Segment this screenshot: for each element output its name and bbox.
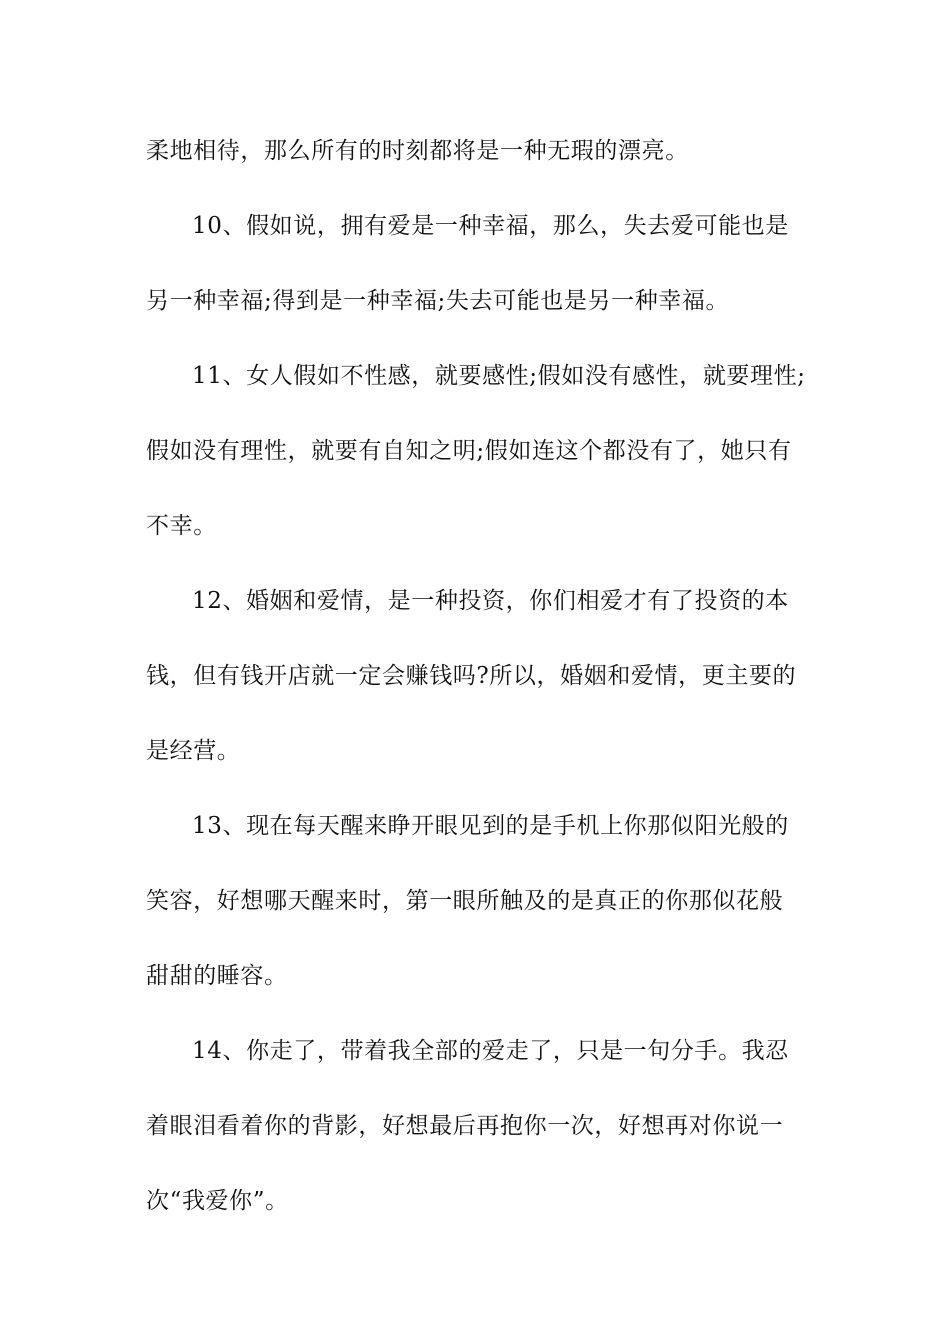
text-line: 着眼泪看着你的背影，好想最后再抱你一次，好想再对你说一 [146,1113,784,1139]
text-line: 假如没有理性，就要有自知之明;假如连这个都没有了，她只有 [146,438,792,464]
text-line: 另一种幸福;得到是一种幸福;失去可能也是另一种幸福。 [146,288,730,314]
paragraph-12-line: 12、婚姻和爱情，是一种投资，你们相爱才有了投资的本 [192,588,789,614]
text-line: 笑容，好想哪天醒来时，第一眼所触及的是真正的你那似花般 [146,888,784,914]
paragraph-11-line: 11、女人假如不性感，就要感性;假如没有感性，就要理性; [192,363,806,389]
paragraph-10-line: 10、假如说，拥有爱是一种幸福，那么，失去爱可能也是 [192,213,789,239]
text-line: 是经营。 [146,738,241,764]
text-line: 钱，但有钱开店就一定会赚钱吗?所以，婚姻和爱情，更主要的 [146,663,797,689]
text-line: 柔地相待，那么所有的时刻都将是一种无瑕的漂亮。 [146,138,689,164]
paragraph-14-line: 14、你走了，带着我全部的爱走了，只是一句分手。我忍 [192,1038,789,1064]
text-line: 甜甜的睡容。 [146,963,288,989]
paragraph-13-line: 13、现在每天醒来睁开眼见到的是手机上你那似阳光般的 [192,813,789,839]
text-line: 次“我爱你”。 [146,1188,289,1214]
text-line: 不幸。 [146,513,217,539]
